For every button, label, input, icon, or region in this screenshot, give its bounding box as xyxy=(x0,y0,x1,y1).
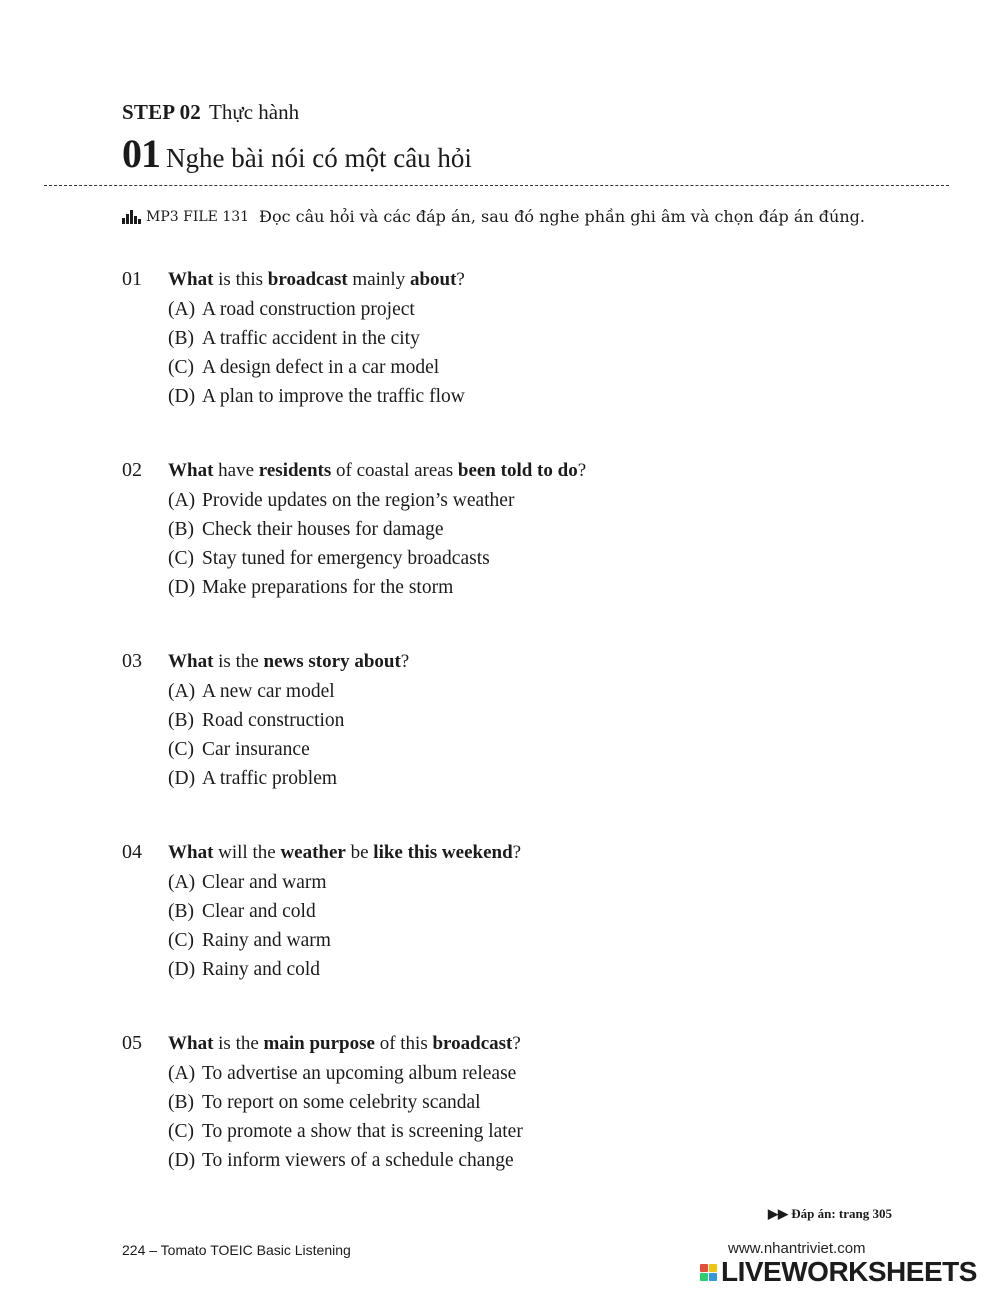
brand-logo xyxy=(700,1256,977,1288)
step-heading xyxy=(122,100,299,125)
section-title: Nghe bài nói có một câu hỏi xyxy=(166,143,472,173)
option-a[interactable]: (A) Provide updates on the region’s weather xyxy=(168,490,515,511)
option-a[interactable]: (A) A road construction project xyxy=(168,299,415,320)
option-c[interactable]: (C) To promote a show that is screening later xyxy=(168,1121,523,1142)
question-number: 01 xyxy=(122,268,142,290)
brand-name: LIVEWORKSHEETS xyxy=(721,1256,977,1287)
question-02 xyxy=(122,459,942,602)
option-list xyxy=(168,868,942,984)
option-b[interactable]: (B) To report on some celebrity scandal xyxy=(168,1092,481,1113)
brand-url: www.nhantriviet.com xyxy=(728,1240,866,1257)
question-number: 02 xyxy=(122,459,142,481)
option-list xyxy=(168,486,942,602)
option-d[interactable]: (D) A plan to improve the traffic flow xyxy=(168,386,465,407)
answer-reference: ▶▶ Đáp án: trang 305 xyxy=(768,1206,893,1221)
mp3-file-label: MP3 FILE 131 xyxy=(146,208,250,225)
option-list xyxy=(168,1059,942,1175)
option-c[interactable]: (C) Car insurance xyxy=(168,739,310,760)
question-text: What is this broadcast mainly about? xyxy=(168,269,465,290)
option-list xyxy=(168,295,942,411)
question-01 xyxy=(122,268,942,411)
question-03 xyxy=(122,650,942,793)
divider xyxy=(44,185,949,186)
option-a[interactable]: (A) To advertise an upcoming album release xyxy=(168,1063,517,1084)
option-b[interactable]: (B) Clear and cold xyxy=(168,901,316,922)
instruction-text: Đọc câu hỏi và các đáp án, sau đó nghe phần ghi âm và chọn đáp án đúng. xyxy=(259,207,865,226)
option-b[interactable]: (B) Check their houses for damage xyxy=(168,519,444,540)
option-list xyxy=(168,677,942,793)
section-heading xyxy=(122,130,472,177)
audio-bars-icon xyxy=(122,210,141,224)
question-number: 03 xyxy=(122,650,142,672)
option-a[interactable]: (A) Clear and warm xyxy=(168,872,327,893)
option-a[interactable]: (A) A new car model xyxy=(168,681,335,702)
question-text: What is the main purpose of this broadcast? xyxy=(168,1033,521,1054)
instruction-line xyxy=(122,207,865,226)
question-number: 05 xyxy=(122,1032,142,1054)
step-label: STEP 02 xyxy=(122,100,202,124)
option-d[interactable]: (D) To inform viewers of a schedule change xyxy=(168,1150,514,1171)
section-number: 01 xyxy=(122,131,160,176)
question-text: What will the weather be like this weekend? xyxy=(168,842,522,863)
question-number: 04 xyxy=(122,841,142,863)
page-footer: 224 – Tomato TOEIC Basic Listening xyxy=(122,1242,351,1258)
option-d[interactable]: (D) Rainy and cold xyxy=(168,959,321,980)
option-d[interactable]: (D) Make preparations for the storm xyxy=(168,577,454,598)
option-b[interactable]: (B) A traffic accident in the city xyxy=(168,328,420,349)
liveworksheets-icon xyxy=(700,1264,717,1281)
option-d[interactable]: (D) A traffic problem xyxy=(168,768,338,789)
question-04 xyxy=(122,841,942,984)
question-text: What have residents of coastal areas been told to do? xyxy=(168,460,587,481)
question-text: What is the news story about? xyxy=(168,651,410,672)
step-title: Thực hành xyxy=(209,100,300,124)
option-b[interactable]: (B) Road construction xyxy=(168,710,345,731)
option-c[interactable]: (C) A design defect in a car model xyxy=(168,357,440,378)
option-c[interactable]: (C) Rainy and warm xyxy=(168,930,331,951)
question-05 xyxy=(122,1032,942,1175)
option-c[interactable]: (C) Stay tuned for emergency broadcasts xyxy=(168,548,490,569)
